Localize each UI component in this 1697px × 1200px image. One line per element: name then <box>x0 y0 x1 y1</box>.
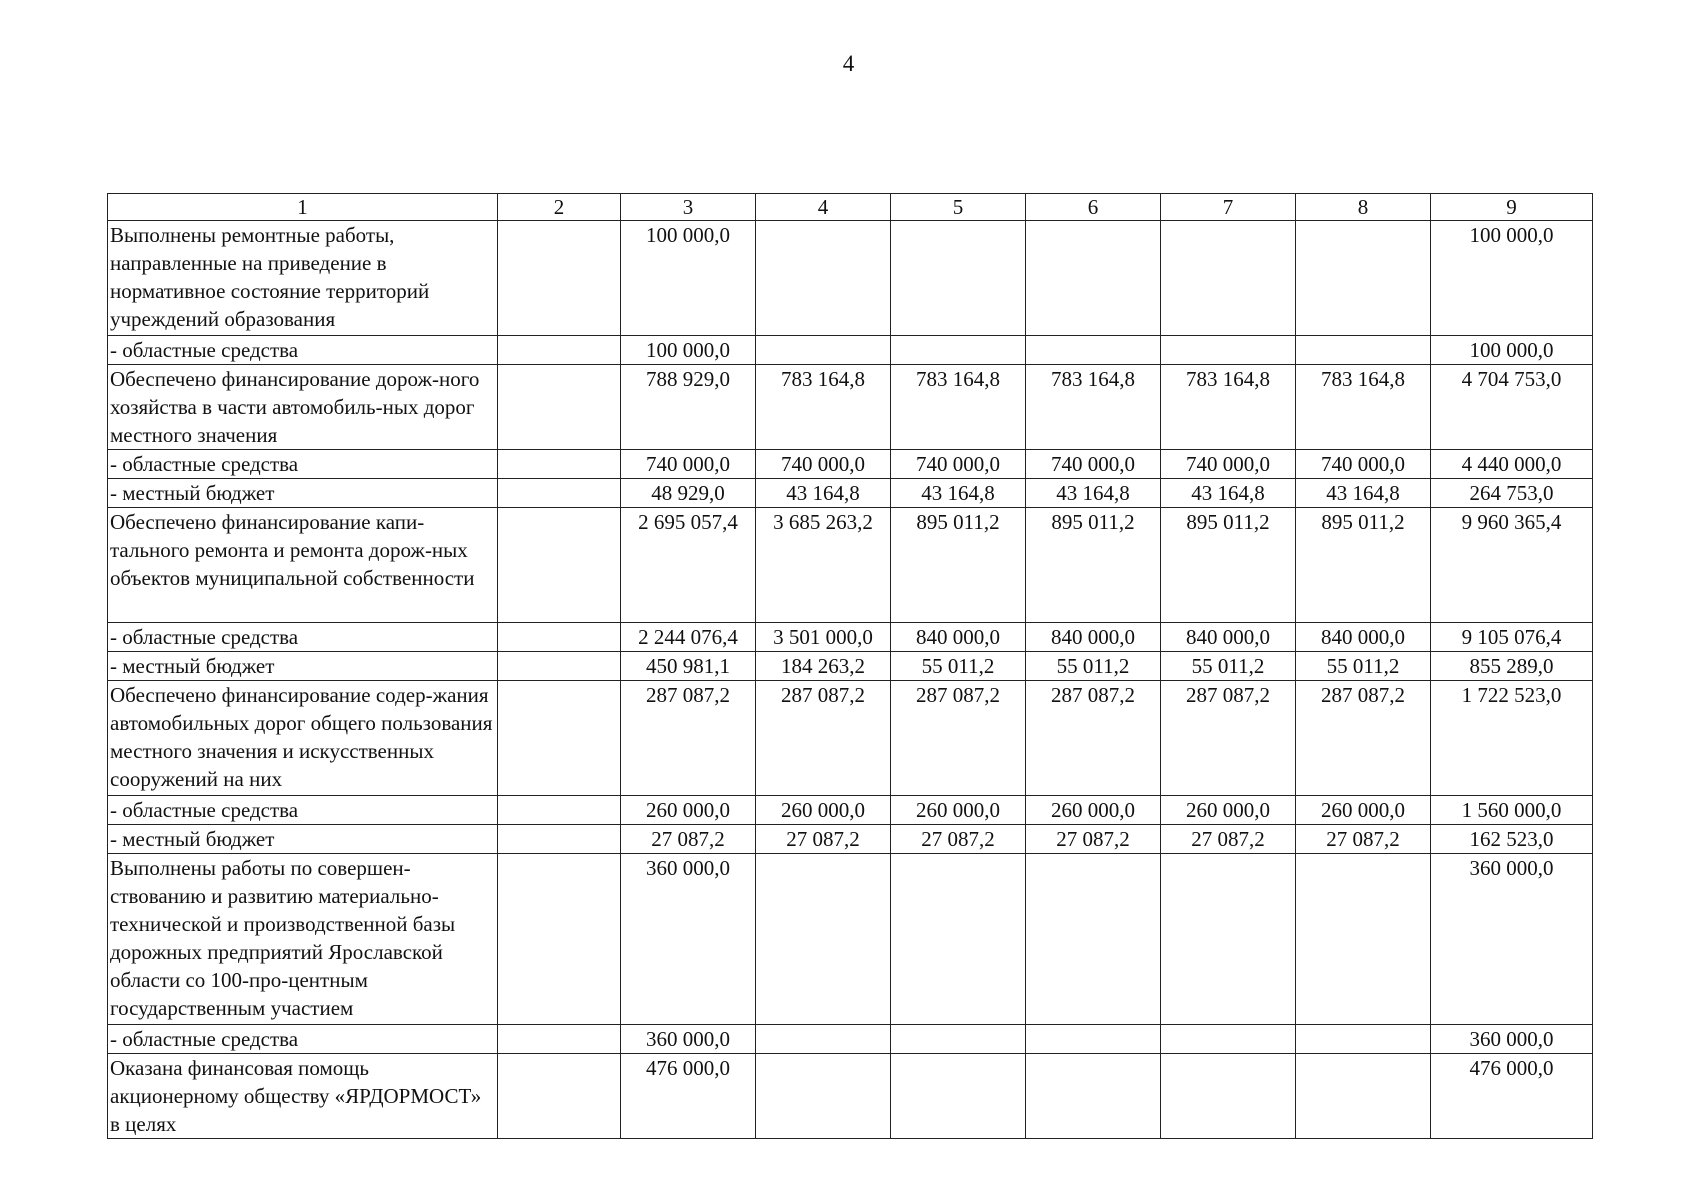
value-cell-col-7: 895 011,2 <box>1161 508 1296 623</box>
value-cell-col-5: 895 011,2 <box>891 508 1026 623</box>
table-row <box>108 336 1593 365</box>
column-header-5: 5 <box>891 194 1026 221</box>
value-cell-col-3: 27 087,2 <box>621 825 756 854</box>
value-cell-col-8: 895 011,2 <box>1296 508 1431 623</box>
row-label: Выполнены ремонтные работы, направленные на приведение в нормативное состояние территорий учреждений образования <box>108 221 498 336</box>
value-cell-col-6: 55 011,2 <box>1026 652 1161 681</box>
value-cell-col-8: 740 000,0 <box>1296 450 1431 479</box>
value-cell-col-6: 840 000,0 <box>1026 623 1161 652</box>
value-cell-col-6: 740 000,0 <box>1026 450 1161 479</box>
value-cell-col-4 <box>756 1025 891 1054</box>
value-cell-col-5: 740 000,0 <box>891 450 1026 479</box>
value-cell-col-3: 476 000,0 <box>621 1054 756 1139</box>
value-cell-col-8 <box>1296 221 1431 336</box>
value-cell-col-9: 4 440 000,0 <box>1431 450 1593 479</box>
column-header-8: 8 <box>1296 194 1431 221</box>
value-cell-col-8 <box>1296 854 1431 1025</box>
value-cell-col-8 <box>1296 1054 1431 1139</box>
row-label: Оказана финансовая помощь акционерному обществу «ЯРДОРМОСТ» в целях <box>108 1054 498 1139</box>
value-cell-col-9: 360 000,0 <box>1431 854 1593 1025</box>
table-row <box>108 508 1593 623</box>
column-2-cell <box>498 623 621 652</box>
value-cell-col-8 <box>1296 1025 1431 1054</box>
value-cell-col-4: 184 263,2 <box>756 652 891 681</box>
value-cell-col-6: 783 164,8 <box>1026 365 1161 450</box>
row-label: - областные средства <box>108 1025 498 1054</box>
table-row <box>108 365 1593 450</box>
column-2-cell <box>498 479 621 508</box>
row-label: - областные средства <box>108 336 498 365</box>
row-label: - местный бюджет <box>108 479 498 508</box>
column-header-3: 3 <box>621 194 756 221</box>
value-cell-col-9: 1 560 000,0 <box>1431 796 1593 825</box>
value-cell-col-3: 100 000,0 <box>621 221 756 336</box>
value-cell-col-7: 287 087,2 <box>1161 681 1296 796</box>
value-cell-col-4: 43 164,8 <box>756 479 891 508</box>
value-cell-col-6: 27 087,2 <box>1026 825 1161 854</box>
value-cell-col-6: 260 000,0 <box>1026 796 1161 825</box>
value-cell-col-4 <box>756 1054 891 1139</box>
value-cell-col-6 <box>1026 336 1161 365</box>
value-cell-col-5: 43 164,8 <box>891 479 1026 508</box>
table-row <box>108 221 1593 336</box>
value-cell-col-5: 260 000,0 <box>891 796 1026 825</box>
column-header-6: 6 <box>1026 194 1161 221</box>
value-cell-col-5: 840 000,0 <box>891 623 1026 652</box>
table-row <box>108 479 1593 508</box>
value-cell-col-7 <box>1161 221 1296 336</box>
value-cell-col-6 <box>1026 221 1161 336</box>
value-cell-col-7: 55 011,2 <box>1161 652 1296 681</box>
value-cell-col-9: 162 523,0 <box>1431 825 1593 854</box>
column-2-cell <box>498 796 621 825</box>
value-cell-col-3: 260 000,0 <box>621 796 756 825</box>
value-cell-col-5: 287 087,2 <box>891 681 1026 796</box>
column-2-cell <box>498 1025 621 1054</box>
value-cell-col-8: 783 164,8 <box>1296 365 1431 450</box>
column-2-cell <box>498 221 621 336</box>
value-cell-col-3: 48 929,0 <box>621 479 756 508</box>
value-cell-col-7: 783 164,8 <box>1161 365 1296 450</box>
value-cell-col-7 <box>1161 336 1296 365</box>
column-2-cell <box>498 1054 621 1139</box>
column-header-4: 4 <box>756 194 891 221</box>
table-row <box>108 623 1593 652</box>
value-cell-col-8: 287 087,2 <box>1296 681 1431 796</box>
value-cell-col-8: 260 000,0 <box>1296 796 1431 825</box>
value-cell-col-5 <box>891 854 1026 1025</box>
table-row <box>108 796 1593 825</box>
value-cell-col-4: 3 685 263,2 <box>756 508 891 623</box>
table-row <box>108 825 1593 854</box>
value-cell-col-5 <box>891 1025 1026 1054</box>
value-cell-col-6: 287 087,2 <box>1026 681 1161 796</box>
value-cell-col-3: 360 000,0 <box>621 854 756 1025</box>
page-number: 4 <box>842 51 855 76</box>
value-cell-col-9: 9 960 365,4 <box>1431 508 1593 623</box>
value-cell-col-3: 450 981,1 <box>621 652 756 681</box>
row-label: - областные средства <box>108 450 498 479</box>
value-cell-col-9: 1 722 523,0 <box>1431 681 1593 796</box>
value-cell-col-3: 2 244 076,4 <box>621 623 756 652</box>
value-cell-col-7 <box>1161 1054 1296 1139</box>
column-2-cell <box>498 854 621 1025</box>
row-label: Обеспечено финансирование содер-жания автомобильных дорог общего пользования местного значения и искусственных сооружений на них <box>108 681 498 796</box>
value-cell-col-4: 27 087,2 <box>756 825 891 854</box>
value-cell-col-4 <box>756 221 891 336</box>
value-cell-col-5 <box>891 221 1026 336</box>
row-label: Выполнены работы по совершен-ствованию и развитию материально-технической и производственной базы дорожных предприятий Ярославской области со 100-про-центным государственным участием <box>108 854 498 1025</box>
value-cell-col-7: 43 164,8 <box>1161 479 1296 508</box>
value-cell-col-7 <box>1161 854 1296 1025</box>
value-cell-col-8: 43 164,8 <box>1296 479 1431 508</box>
value-cell-col-7: 260 000,0 <box>1161 796 1296 825</box>
value-cell-col-9: 360 000,0 <box>1431 1025 1593 1054</box>
value-cell-col-6 <box>1026 1054 1161 1139</box>
value-cell-col-5: 27 087,2 <box>891 825 1026 854</box>
table-row <box>108 854 1593 1025</box>
column-header-7: 7 <box>1161 194 1296 221</box>
value-cell-col-9: 100 000,0 <box>1431 336 1593 365</box>
value-cell-col-4 <box>756 336 891 365</box>
row-label: - областные средства <box>108 796 498 825</box>
budget-table <box>107 193 1593 1139</box>
value-cell-col-6 <box>1026 1025 1161 1054</box>
column-2-cell <box>498 365 621 450</box>
value-cell-col-9: 264 753,0 <box>1431 479 1593 508</box>
row-label: Обеспечено финансирование дорож-ного хозяйства в части автомобиль-ных дорог местного значения <box>108 365 498 450</box>
value-cell-col-4 <box>756 854 891 1025</box>
value-cell-col-8: 840 000,0 <box>1296 623 1431 652</box>
column-header-2: 2 <box>498 194 621 221</box>
table-row <box>108 450 1593 479</box>
column-2-cell <box>498 681 621 796</box>
table-header-row <box>108 194 1593 221</box>
column-2-cell <box>498 652 621 681</box>
value-cell-col-5: 55 011,2 <box>891 652 1026 681</box>
table-row <box>108 681 1593 796</box>
value-cell-col-3: 2 695 057,4 <box>621 508 756 623</box>
table-row <box>108 652 1593 681</box>
value-cell-col-6 <box>1026 854 1161 1025</box>
value-cell-col-9: 4 704 753,0 <box>1431 365 1593 450</box>
value-cell-col-3: 287 087,2 <box>621 681 756 796</box>
value-cell-col-3: 788 929,0 <box>621 365 756 450</box>
value-cell-col-5: 783 164,8 <box>891 365 1026 450</box>
value-cell-col-3: 740 000,0 <box>621 450 756 479</box>
column-2-cell <box>498 336 621 365</box>
column-2-cell <box>498 825 621 854</box>
value-cell-col-8: 55 011,2 <box>1296 652 1431 681</box>
value-cell-col-6: 895 011,2 <box>1026 508 1161 623</box>
table-row <box>108 1025 1593 1054</box>
row-label: - областные средства <box>108 623 498 652</box>
column-header-9: 9 <box>1431 194 1593 221</box>
value-cell-col-4: 3 501 000,0 <box>756 623 891 652</box>
row-label: Обеспечено финансирование капи-тального ремонта и ремонта дорож-ных объектов муниципальной собственности <box>108 508 498 623</box>
value-cell-col-5 <box>891 1054 1026 1139</box>
row-label: - местный бюджет <box>108 825 498 854</box>
value-cell-col-3: 100 000,0 <box>621 336 756 365</box>
value-cell-col-9: 476 000,0 <box>1431 1054 1593 1139</box>
value-cell-col-9: 9 105 076,4 <box>1431 623 1593 652</box>
value-cell-col-4: 783 164,8 <box>756 365 891 450</box>
row-label: - местный бюджет <box>108 652 498 681</box>
column-2-cell <box>498 450 621 479</box>
value-cell-col-7: 840 000,0 <box>1161 623 1296 652</box>
value-cell-col-4: 260 000,0 <box>756 796 891 825</box>
value-cell-col-9: 100 000,0 <box>1431 221 1593 336</box>
value-cell-col-8 <box>1296 336 1431 365</box>
value-cell-col-4: 740 000,0 <box>756 450 891 479</box>
value-cell-col-7: 27 087,2 <box>1161 825 1296 854</box>
value-cell-col-7: 740 000,0 <box>1161 450 1296 479</box>
table-row <box>108 1054 1593 1139</box>
value-cell-col-7 <box>1161 1025 1296 1054</box>
value-cell-col-9: 855 289,0 <box>1431 652 1593 681</box>
value-cell-col-3: 360 000,0 <box>621 1025 756 1054</box>
value-cell-col-8: 27 087,2 <box>1296 825 1431 854</box>
column-2-cell <box>498 508 621 623</box>
value-cell-col-4: 287 087,2 <box>756 681 891 796</box>
value-cell-col-6: 43 164,8 <box>1026 479 1161 508</box>
value-cell-col-5 <box>891 336 1026 365</box>
column-header-1: 1 <box>108 194 498 221</box>
